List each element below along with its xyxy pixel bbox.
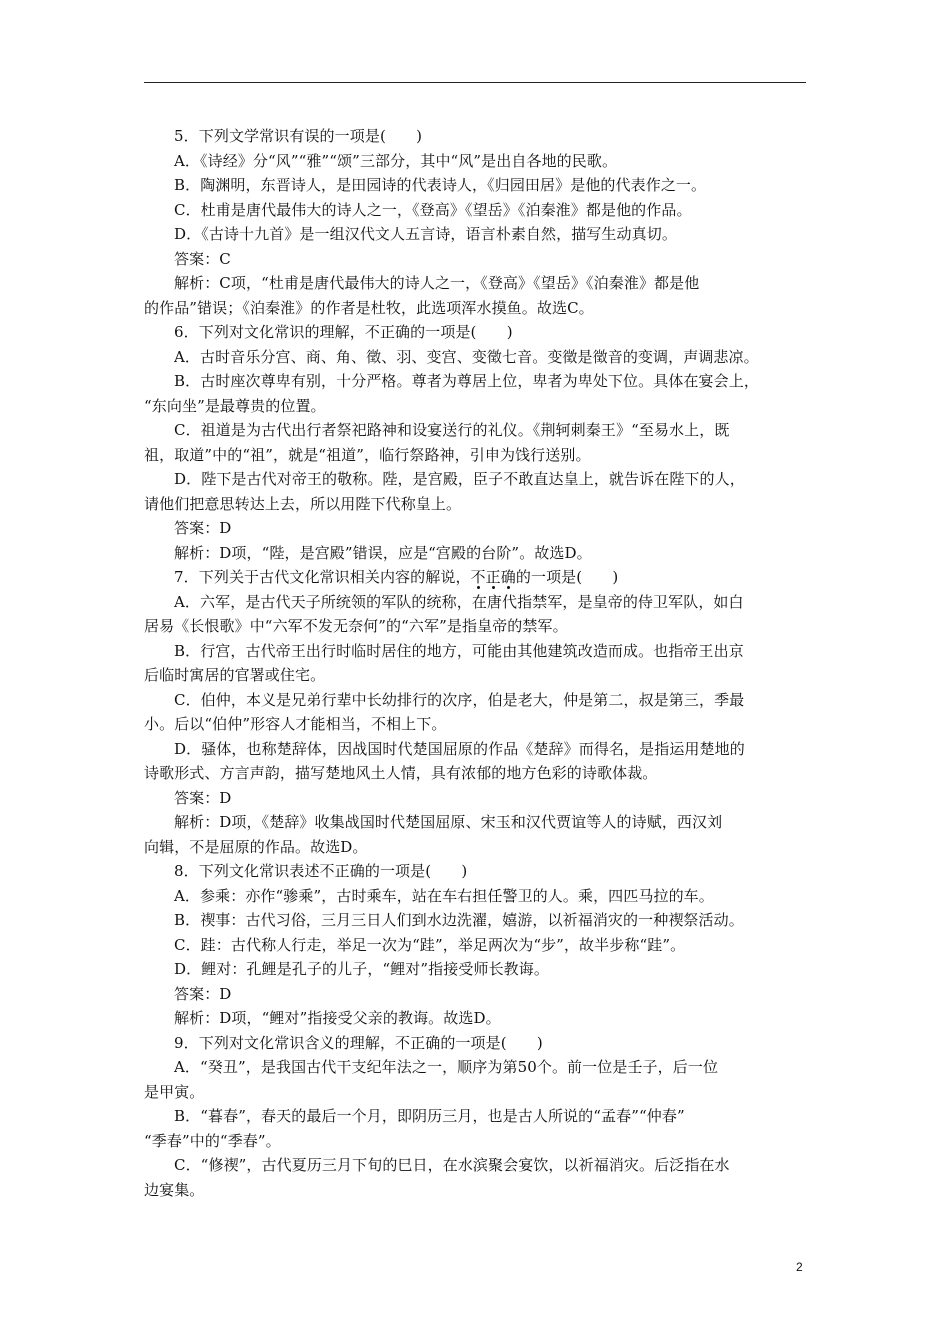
question-6-option-d-cont: 请他们把意思转达上去，所以用陛下代称皇上。 <box>144 494 462 513</box>
question-7-option-b: B．行宫，古代帝王出行时临时居住的地方，可能由其他建筑改造而成。也指帝王出京 <box>174 641 744 660</box>
question-5-analysis: 解析：C项，“杜甫是唐代最伟大的诗人之一，《登高》《望岳》《泊秦淮》都是他 <box>174 274 700 292</box>
question-9-option-b-cont: “季春”中的“季春”。 <box>144 1131 281 1150</box>
question-6-option-b: B．古时座次尊卑有别，十分严格。尊者为尊居上位，卑者为卑处下位。具体在宴会上， <box>174 372 759 390</box>
question-7-stem <box>144 565 806 590</box>
question-6-stem: 6．下列对文化常识的理解，不正确的一项是( ) <box>174 323 513 341</box>
question-9-option-b: B．“暮春”，春天的最后一个月，即阴历三月，也是古人所说的“孟春”“仲春” <box>174 1107 685 1125</box>
question-8-option-d: D．鲤对：孔鲤是孔子的儿子，“鲤对”指接受师长教诲。 <box>174 960 549 978</box>
question-7-option-d-cont: 诗歌形式、方言声韵，描写楚地风土人情，具有浓郁的地方色彩的诗歌体裁。 <box>144 764 658 782</box>
header-rule <box>144 82 806 83</box>
question-5-option-d: D．《古诗十九首》是一组汉代文人五言诗，语言朴素自然，描写生动真切。 <box>174 225 677 243</box>
question-7-option-b-cont: 后临时寓居的官署或住宅。 <box>144 666 326 684</box>
question-7-option-c: C．伯仲，本义是兄弟行辈中长幼排行的次序，伯是老大，仲是第二，叔是第三，季最 <box>174 690 745 709</box>
question-7-stem-part2: 的一项是( ) <box>515 568 619 586</box>
question-5-option-c: C．杜甫是唐代最伟大的诗人之一，《登高》《望岳》《泊秦淮》都是他的作品。 <box>174 200 692 219</box>
question-5-analysis-cont: 的作品”错误；《泊秦淮》的作者是杜牧，此选项浑水摸鱼。故选C。 <box>144 298 594 317</box>
question-9-stem: 9．下列对文化常识含义的理解，不正确的一项是( ) <box>174 1033 543 1052</box>
emphasis-dot-char-3: 确 <box>500 568 516 586</box>
question-8-option-b: B．禊事：古代习俗，三月三日人们到水边洗濯，嬉游，以祈福消灾的一种禊祭活动。 <box>174 911 744 929</box>
question-6-analysis: 解析：D项，“陛，是宫殿”错误，应是“宫殿的台阶”。故选D。 <box>174 543 592 562</box>
question-8-option-a: A．参乘：亦作“骖乘”，古时乘车，站在车右担任警卫的人。乘，四匹马拉的车。 <box>174 886 714 905</box>
question-6-option-a: A．古时音乐分宫、商、角、徵、羽、变宫、变徵七音。变徵是徵音的变调，声调悲凉。 <box>174 347 759 366</box>
question-7-analysis-cont: 向辑，不是屈原的作品。故选D。 <box>144 837 368 856</box>
question-9-option-a: A．“癸丑”，是我国古代干支纪年法之一，顺序为第50个。前一位是壬子，后一位 <box>174 1058 719 1076</box>
question-7-emphasis-dotted <box>471 568 516 586</box>
question-8-option-c: C．跬：古代称人行走，举足一次为“跬”，举足两次为“步”，故半步称“跬”。 <box>174 935 686 954</box>
question-6-option-b-cont: “东向坐”是最尊贵的位置。 <box>144 396 326 415</box>
document-body <box>144 124 806 1202</box>
question-9-option-c-cont: 边宴集。 <box>144 1180 205 1199</box>
page-number: 2 <box>796 1260 803 1274</box>
question-7-option-c-cont: 小。后以“伯仲”形容人才能相当，不相上下。 <box>144 715 447 733</box>
question-7-answer: 答案：D <box>174 788 232 807</box>
emphasis-dot-char-1: 不 <box>470 568 486 586</box>
question-5-option-b: B．陶渊明，东晋诗人，是田园诗的代表诗人，《归园田居》是他的代表作之一。 <box>174 176 707 194</box>
question-5-option-a: A．《诗经》分“风”“雅”“颂”三部分，其中“风”是出自各地的民歌。 <box>174 151 618 170</box>
question-6-answer: 答案：D <box>174 519 232 537</box>
question-9-option-c: C．“修禊”，古代夏历三月下旬的巳日，在水滨聚会宴饮，以祈福消灾。后泛指在水 <box>174 1156 730 1174</box>
question-8-analysis: 解析：D项，“鲤对”指接受父亲的教诲。故选D。 <box>174 1009 501 1027</box>
question-7-option-d: D．骚体，也称楚辞体，因战国时代楚国屈原的作品《楚辞》而得名，是指运用楚地的 <box>174 739 745 758</box>
question-6-option-c: C．祖道是为古代出行者祭祀路神和设宴送行的礼仪。《荆轲刺秦王》“至易水上，既 <box>174 421 730 439</box>
question-8-answer: 答案：D <box>174 984 232 1003</box>
question-6-option-c-cont: 祖，取道”中的“祖”，就是“祖道”，临行祭路神，引申为饯行送别。 <box>144 445 591 464</box>
question-7-analysis: 解析：D项，《楚辞》收集战国时代楚国屈原、宋玉和汉代贾谊等人的诗赋，西汉刘 <box>174 813 723 831</box>
question-7-stem-part1: 7．下列关于古代文化常识相关内容的解说， <box>174 568 471 586</box>
question-9-option-a-cont: 是甲寅。 <box>144 1082 205 1101</box>
question-5-stem: 5．下列文学常识有误的一项是( ) <box>174 127 423 145</box>
question-7-option-a-cont: 居易《长恨歌》中“六军不发无奈何”的“六军”是指皇帝的禁军。 <box>144 617 568 635</box>
question-6-option-d: D．陛下是古代对帝王的敬称。陛，是宫殿，臣子不敢直达皇上，就告诉在陛下的人， <box>174 470 745 488</box>
question-7-option-a: A．六军，是古代天子所统领的军队的统称，在唐代指禁军，是皇帝的侍卫军队，如白 <box>174 592 744 611</box>
question-8-stem: 8．下列文化常识表述不正确的一项是( ) <box>174 862 468 880</box>
emphasis-dot-char-2: 正 <box>485 568 501 586</box>
question-5-answer: 答案：C <box>174 249 231 268</box>
